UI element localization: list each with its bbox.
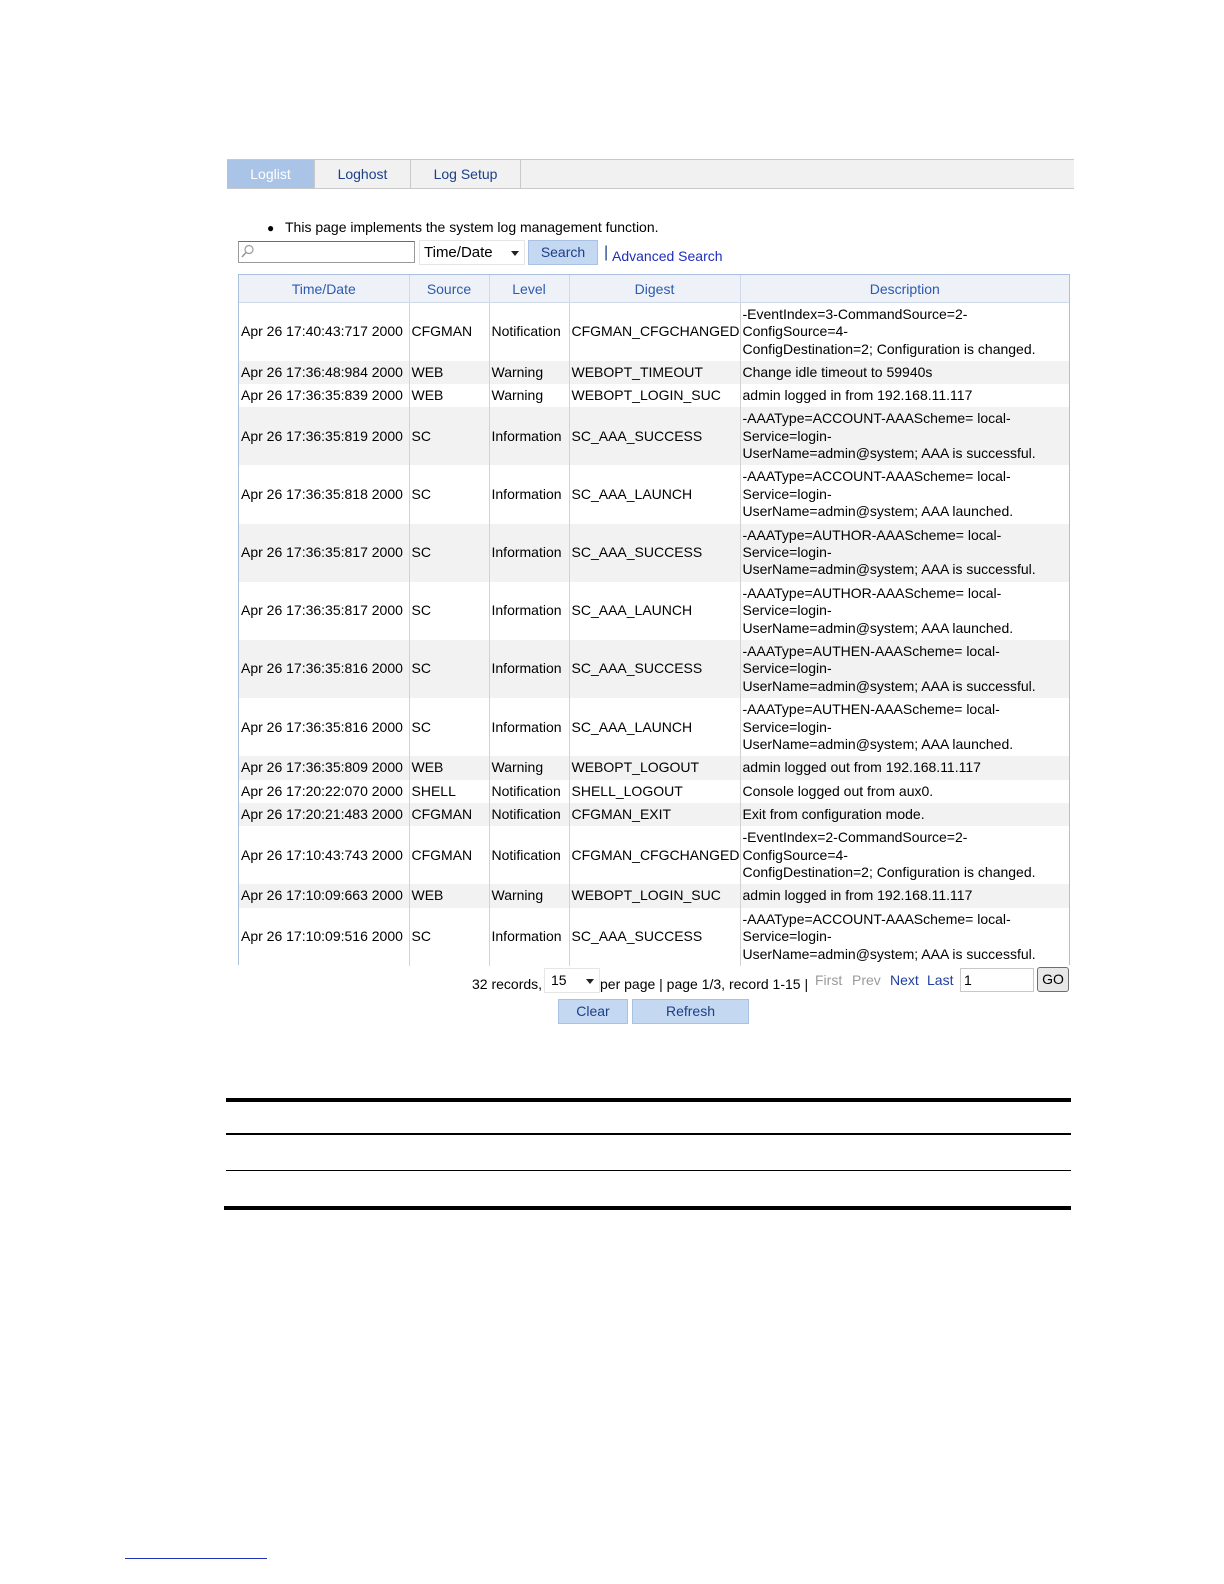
chevron-down-icon — [586, 979, 594, 984]
description-line: -EventIndex=3-CommandSource=2- — [742, 305, 968, 322]
log-table-container — [238, 274, 1070, 965]
table-row[interactable] — [239, 884, 1069, 907]
search-box — [238, 241, 415, 263]
cell-level: Notification — [489, 826, 569, 884]
cell-level: Information — [489, 908, 569, 966]
cell-level: Warning — [489, 884, 569, 907]
column-header-source[interactable]: Source — [409, 275, 489, 303]
cell-digest: WEBOPT_LOGIN_SUC — [569, 384, 740, 407]
bullet-icon: ● — [267, 221, 275, 235]
description-line: -AAAType=ACCOUNT-AAAScheme= local- — [742, 910, 1011, 927]
tab-bar — [227, 159, 1074, 189]
cell-time: Apr 26 17:36:35:839 2000 — [239, 384, 409, 407]
cell-source: SC — [409, 465, 489, 523]
description-line: UserName=admin@system; AAA is successful. — [742, 945, 1036, 962]
advanced-search-link[interactable]: Advanced Search — [612, 248, 723, 264]
description-line: -AAAType=AUTHEN-AAAScheme= local- — [742, 701, 1000, 718]
cell-source: SC — [409, 908, 489, 966]
description-line: -EventIndex=2-CommandSource=2- — [742, 829, 968, 846]
cell-level: Warning — [489, 384, 569, 407]
table-header-row — [239, 275, 1069, 303]
description-line: -AAAType=AUTHEN-AAAScheme= local- — [742, 643, 1000, 660]
tab-log-setup[interactable]: Log Setup — [411, 160, 521, 188]
cell-time: Apr 26 17:36:35:817 2000 — [239, 524, 409, 582]
column-header-description[interactable]: Description — [740, 275, 1069, 303]
footnote-rule — [125, 1558, 267, 1559]
cell-source: SC — [409, 524, 489, 582]
column-header-digest[interactable]: Digest — [569, 275, 740, 303]
cell-time: Apr 26 17:10:09:663 2000 — [239, 884, 409, 907]
description-line: Service=login- — [742, 602, 832, 619]
table-header-rule — [226, 1133, 1071, 1135]
cell-description — [740, 908, 1069, 966]
description-line: UserName=admin@system; AAA is successful. — [742, 561, 1036, 578]
clear-button[interactable]: Clear — [558, 999, 628, 1024]
description-line: ConfigDestination=2; Configuration is changed. — [742, 340, 1036, 357]
table-row[interactable] — [239, 465, 1069, 523]
per-page-value: 15 — [551, 972, 567, 988]
column-header-time[interactable]: Time/Date — [239, 275, 409, 303]
cell-time: Apr 26 17:36:35:819 2000 — [239, 407, 409, 465]
cell-source: WEB — [409, 756, 489, 779]
cell-level: Information — [489, 698, 569, 756]
description-line: ConfigSource=4- — [742, 846, 848, 863]
description-line: Service=login- — [742, 660, 832, 677]
cell-digest: CFGMAN_EXIT — [569, 803, 740, 826]
table-row[interactable] — [239, 756, 1069, 779]
search-row — [238, 240, 838, 265]
cell-digest: WEBOPT_LOGIN_SUC — [569, 884, 740, 907]
cell-digest: SC_AAA_SUCCESS — [569, 524, 740, 582]
description-line: UserName=admin@system; AAA launched. — [742, 503, 1014, 520]
description-line: admin logged in from 192.168.11.117 — [742, 386, 973, 403]
pager-next[interactable]: Next — [890, 972, 919, 988]
cell-source: SC — [409, 582, 489, 640]
description-line: Exit from configuration mode. — [742, 805, 925, 822]
pager — [472, 967, 1072, 994]
cell-source: CFGMAN — [409, 826, 489, 884]
description-line: Service=login- — [742, 427, 832, 444]
description-line: ConfigSource=4- — [742, 323, 848, 340]
cell-description — [740, 361, 1069, 384]
table-row[interactable] — [239, 698, 1069, 756]
cell-time: Apr 26 17:40:43:717 2000 — [239, 303, 409, 361]
pager-prev[interactable]: Prev — [852, 972, 881, 988]
cell-time: Apr 26 17:10:09:516 2000 — [239, 908, 409, 966]
description-line: -AAAType=ACCOUNT-AAAScheme= local- — [742, 410, 1011, 427]
cell-description — [740, 465, 1069, 523]
description-line: ConfigDestination=2; Configuration is changed. — [742, 864, 1036, 881]
cell-source: CFGMAN — [409, 303, 489, 361]
cell-time: Apr 26 17:36:35:809 2000 — [239, 756, 409, 779]
description-line: UserName=admin@system; AAA launched. — [742, 736, 1014, 753]
description-line: UserName=admin@system; AAA is successful. — [742, 445, 1036, 462]
cell-digest: CFGMAN_CFGCHANGED — [569, 826, 740, 884]
description-line: Service=login- — [742, 718, 832, 735]
cell-level: Information — [489, 524, 569, 582]
page-info — [267, 219, 659, 235]
log-table — [239, 275, 1069, 966]
log-table-body — [239, 303, 1069, 966]
table-row[interactable] — [239, 407, 1069, 465]
search-field-select[interactable] — [419, 240, 525, 265]
cell-description — [740, 384, 1069, 407]
cell-time: Apr 26 17:10:43:743 2000 — [239, 826, 409, 884]
cell-description — [740, 582, 1069, 640]
cell-digest: SC_AAA_SUCCESS — [569, 640, 740, 698]
go-button[interactable]: GO — [1037, 967, 1069, 992]
table-top-rule — [226, 1098, 1071, 1102]
cell-description — [740, 524, 1069, 582]
cell-source: SC — [409, 698, 489, 756]
cell-source: SC — [409, 640, 489, 698]
cell-time: Apr 26 17:36:35:816 2000 — [239, 640, 409, 698]
tab-loghost[interactable]: Loghost — [315, 160, 411, 188]
cell-description — [740, 780, 1069, 803]
table-row[interactable] — [239, 384, 1069, 407]
cell-time: Apr 26 17:20:22:070 2000 — [239, 780, 409, 803]
cell-digest: SHELL_LOGOUT — [569, 780, 740, 803]
cell-source: WEB — [409, 361, 489, 384]
description-line: admin logged out from 192.168.11.117 — [742, 759, 981, 776]
description-line: -AAAType=ACCOUNT-AAAScheme= local- — [742, 468, 1011, 485]
description-line: -AAAType=AUTHOR-AAAScheme= local- — [742, 526, 1002, 543]
cell-level: Information — [489, 582, 569, 640]
cell-level: Warning — [489, 756, 569, 779]
separator: | — [604, 244, 609, 261]
cell-description — [740, 303, 1069, 361]
description-line: Service=login- — [742, 544, 832, 561]
pager-last[interactable]: Last — [927, 972, 954, 988]
cell-source: WEB — [409, 384, 489, 407]
page-status: per page | page 1/3, record 1-15 | — [600, 976, 809, 992]
cell-level: Warning — [489, 361, 569, 384]
cell-time: Apr 26 17:36:35:817 2000 — [239, 582, 409, 640]
description-line: Service=login- — [742, 928, 832, 945]
table-row[interactable] — [239, 826, 1069, 884]
search-input[interactable] — [257, 243, 407, 261]
refresh-button[interactable]: Refresh — [632, 999, 749, 1024]
cell-level: Notification — [489, 780, 569, 803]
table-row[interactable] — [239, 582, 1069, 640]
cell-description — [740, 407, 1069, 465]
page-number-input[interactable] — [960, 968, 1034, 992]
tab-loglist[interactable]: Loglist — [227, 160, 315, 188]
cell-source: CFGMAN — [409, 803, 489, 826]
cell-description — [740, 756, 1069, 779]
cell-time: Apr 26 17:36:35:818 2000 — [239, 465, 409, 523]
column-header-level[interactable]: Level — [489, 275, 569, 303]
records-count: 32 records, — [472, 976, 543, 992]
search-field-selected: Time/Date — [424, 244, 493, 261]
table-row[interactable] — [239, 803, 1069, 826]
cell-digest: WEBOPT_LOGOUT — [569, 756, 740, 779]
chevron-down-icon — [511, 251, 519, 256]
cell-time: Apr 26 17:20:21:483 2000 — [239, 803, 409, 826]
search-button[interactable]: Search — [528, 240, 598, 265]
cell-description — [740, 640, 1069, 698]
description-line: admin logged in from 192.168.11.117 — [742, 887, 973, 904]
cell-digest: SC_AAA_LAUNCH — [569, 582, 740, 640]
table-row[interactable] — [239, 908, 1069, 966]
cell-digest: SC_AAA_SUCCESS — [569, 908, 740, 966]
pager-first[interactable]: First — [815, 972, 843, 988]
description-line: Console logged out from aux0. — [742, 782, 934, 799]
cell-level: Information — [489, 465, 569, 523]
cell-level: Notification — [489, 303, 569, 361]
cell-digest: SC_AAA_LAUNCH — [569, 698, 740, 756]
table-row[interactable] — [239, 303, 1069, 361]
cell-digest: WEBOPT_TIMEOUT — [569, 361, 740, 384]
cell-source: SC — [409, 407, 489, 465]
cell-level: Information — [489, 407, 569, 465]
cell-description — [740, 803, 1069, 826]
table-row-rule — [226, 1170, 1071, 1171]
description-line: Change idle timeout to 59940s — [742, 363, 933, 380]
description-line: UserName=admin@system; AAA launched. — [742, 619, 1014, 636]
cell-description — [740, 698, 1069, 756]
table-row[interactable] — [239, 780, 1069, 803]
page-info-text: This page implements the system log management function. — [285, 219, 659, 235]
cell-time: Apr 26 17:36:35:816 2000 — [239, 698, 409, 756]
table-row[interactable] — [239, 361, 1069, 384]
cell-source: SHELL — [409, 780, 489, 803]
per-page-select[interactable] — [544, 968, 600, 993]
cell-digest: SC_AAA_SUCCESS — [569, 407, 740, 465]
description-line: Service=login- — [742, 485, 832, 502]
cell-digest: SC_AAA_LAUNCH — [569, 465, 740, 523]
search-icon — [241, 244, 255, 258]
cell-description — [740, 826, 1069, 884]
description-line: UserName=admin@system; AAA is successful. — [742, 677, 1036, 694]
cell-time: Apr 26 17:36:48:984 2000 — [239, 361, 409, 384]
table-row[interactable] — [239, 524, 1069, 582]
table-bottom-rule — [224, 1206, 1071, 1210]
cell-level: Information — [489, 640, 569, 698]
cell-source: WEB — [409, 884, 489, 907]
cell-digest: CFGMAN_CFGCHANGED — [569, 303, 740, 361]
cell-level: Notification — [489, 803, 569, 826]
table-row[interactable] — [239, 640, 1069, 698]
cell-description — [740, 884, 1069, 907]
description-line: -AAAType=AUTHOR-AAAScheme= local- — [742, 584, 1002, 601]
